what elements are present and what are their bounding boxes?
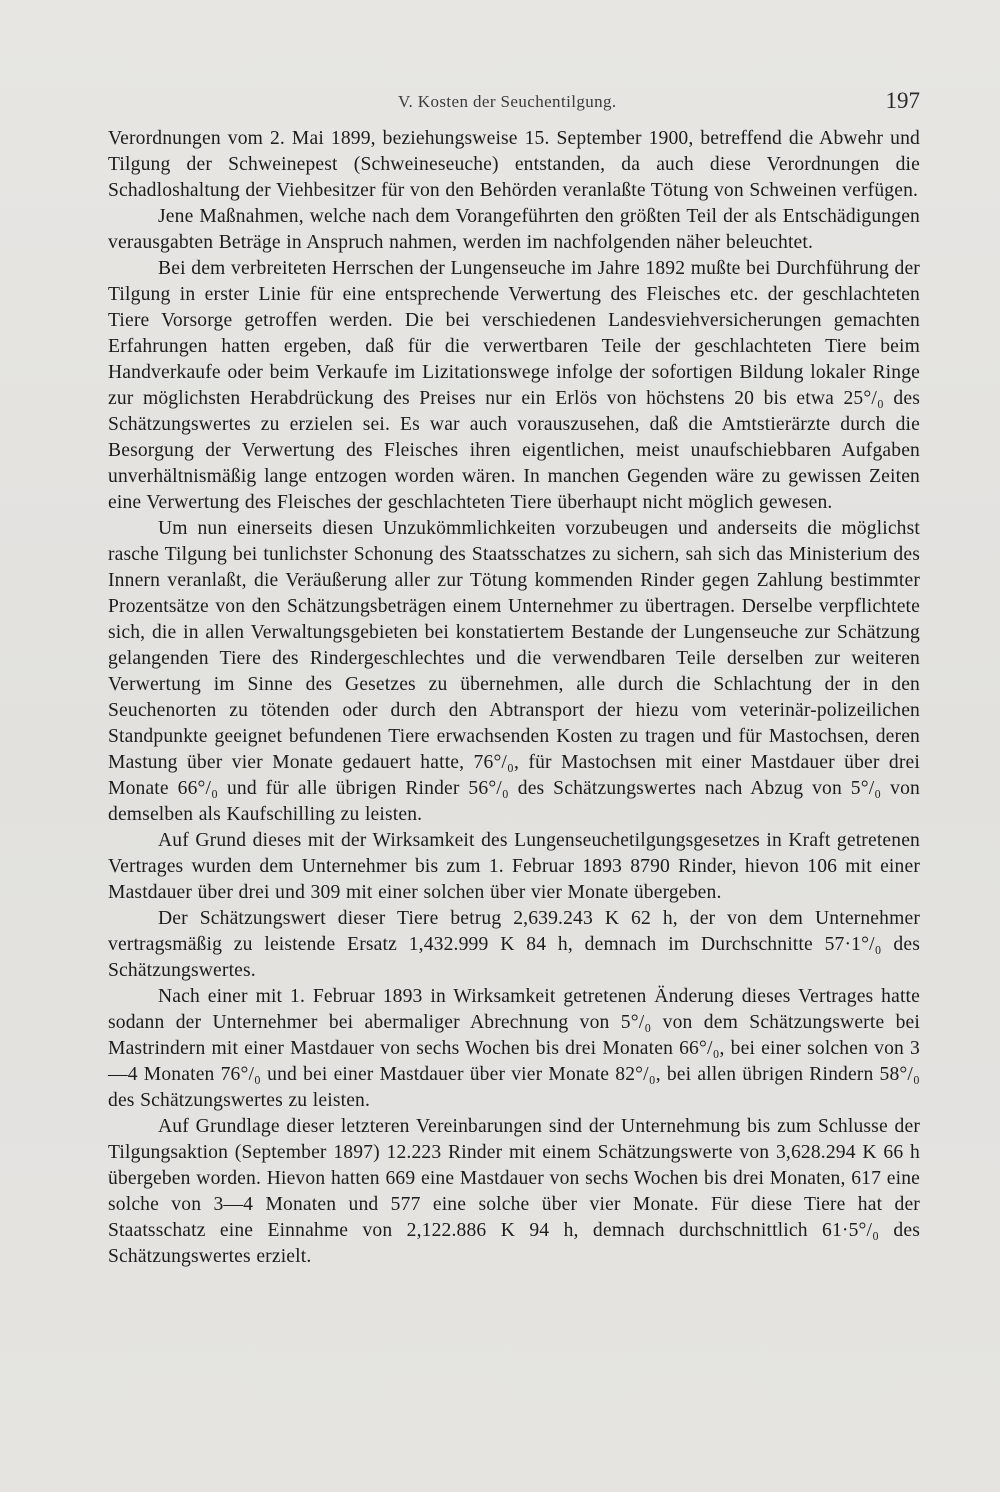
paragraph: Bei dem verbreiteten Herrschen der Lungenseuche im Jahre 1892 mußte bei Durchführung der Tilgung in erster Linie für eine entsprechende Verwertung des Fleisches etc. der geschlachteten Tiere Vorsorge getroffen werden. Die bei verschiedenen Landesviehversicherungen gemachten Erfahrungen hatten ergeben, daß für die verwertbaren Teile der geschlachteten Tiere beim Handverkaufe oder beim Verkaufe im Lizitationswege infolge der sofortigen Bildung lokaler Ringe zur möglichsten Herabdrückung des Preises nur ein Erlös von höchstens 20 bis etwa 25°/₀ des Schätzungswertes zu erzielen sei. Es war auch vorauszusehen, daß die Amtstierärzte durch die Besorgung der Verwertung des Fleisches ihren eigentlichen, meist unaufschiebbaren Aufgaben unverhältnismäßig lange entzogen worden wären. In manchen Gegenden wäre zu gewissen Zeiten eine Verwertung des Fleisches der geschlachteten Tiere überhaupt nicht möglich gewesen. xyxy=(108,258,920,513)
paragraph: Um nun einerseits diesen Unzukömmlichkeiten vorzubeugen und anderseits die möglichst rasche Tilgung bei tunlichster Schonung des Staatsschatzes zu sichern, sah sich das Ministerium des Innern veranlaßt, die Veräußerung aller zur Tötung kommenden Rinder gegen Zahlung bestimmter Prozentsätze von den Schätzungsbeträgen einem Unternehmer zu übertragen. Derselbe verpflichtete sich, die in allen Verwaltungsgebieten bei konstatiertem Bestande der Lungenseuche zur Schätzung gelangenden Tiere des Rindergeschlechtes und die verwendbaren Teile derselben zur weiteren Verwertung im Sinne des Gesetzes zu übernehmen, alle durch die Schlachtung der in den Seuchenorten zu tötenden oder durch den Abtransport der hiezu vom veterinär-polizeilichen Standpunkte geeignet befundenen Tiere erwachsenden Kosten zu tragen und für Mastochsen, deren Mastung über vier Monate gedauert hatte, 76°/₀, für Mastochsen mit einer Mastdauer über drei Monate 66°/₀ und für alle übrigen Rinder 56°/₀ des Schätzungswertes nach Abzug von 5°/₀ von demselben als Kaufschilling zu leisten. xyxy=(108,518,920,825)
running-head xyxy=(108,86,920,126)
page-number: 197 xyxy=(885,88,920,113)
body-text xyxy=(108,126,920,1270)
paragraph: Jene Maßnahmen, welche nach dem Vorangeführten den größten Teil der als Entschädigungen verausgabten Beträge in Anspruch nahmen, werden im nachfolgenden näher beleuchtet. xyxy=(108,206,920,253)
paragraph: Nach einer mit 1. Februar 1893 in Wirksamkeit getretenen Änderung dieses Vertrages hatte sodann der Unternehmer bei abermaliger Abrechnung von 5°/₀ von dem Schätzungswerte bei Mastrindern mit einer Mastdauer von sechs Wochen bis drei Monaten 66°/₀, bei einer solchen von 3—4 Monaten 76°/₀ und bei einer Mastdauer über vier Monate 82°/₀, bei allen übrigen Rindern 58°/₀ des Schätzungswertes zu leisten. xyxy=(108,986,920,1111)
running-title: V. Kosten der Seuchentilgung. xyxy=(398,92,617,111)
paragraph-continued: Verordnungen vom 2. Mai 1899, beziehungsweise 15. September 1900, betreffend die Abwehr und Tilgung der Schweinepest (Schweineseuche) entstanden, da auch diese Verordnungen die Schadloshaltung der Viehbesitzer für von den Behörden veranlaßte Tötung von Schweinen verfügen. xyxy=(108,128,920,201)
paragraph: Auf Grund dieses mit der Wirksamkeit des Lungenseuchetilgungsgesetzes in Kraft getretenen Vertrages wurden dem Unternehmer bis zum 1. Februar 1893 8790 Rinder, hievon 106 mit einer Mastdauer über drei und 309 mit einer solchen über vier Monate übergeben. xyxy=(108,830,920,903)
paragraph: Auf Grundlage dieser letzteren Vereinbarungen sind der Unternehmung bis zum Schlusse der Tilgungsaktion (September 1897) 12.223 Rinder mit einem Schätzungswerte von 3,628.294 K 66 h übergeben worden. Hievon hatten 669 eine Mastdauer von sechs Wochen bis drei Monaten, 617 eine solche von 3—4 Monaten und 577 eine solche über vier Monate. Für diese Tiere hat der Staatsschatz eine Einnahme von 2,122.886 K 94 h, demnach durchschnittlich 61·5°/₀ des Schätzungswertes erzielt. xyxy=(108,1116,920,1267)
paragraph: Der Schätzungswert dieser Tiere betrug 2,639.243 K 62 h, der von dem Unternehmer vertragsmäßig zu leistende Ersatz 1,432.999 K 84 h, demnach im Durchschnitte 57·1°/₀ des Schätzungswertes. xyxy=(108,908,920,981)
